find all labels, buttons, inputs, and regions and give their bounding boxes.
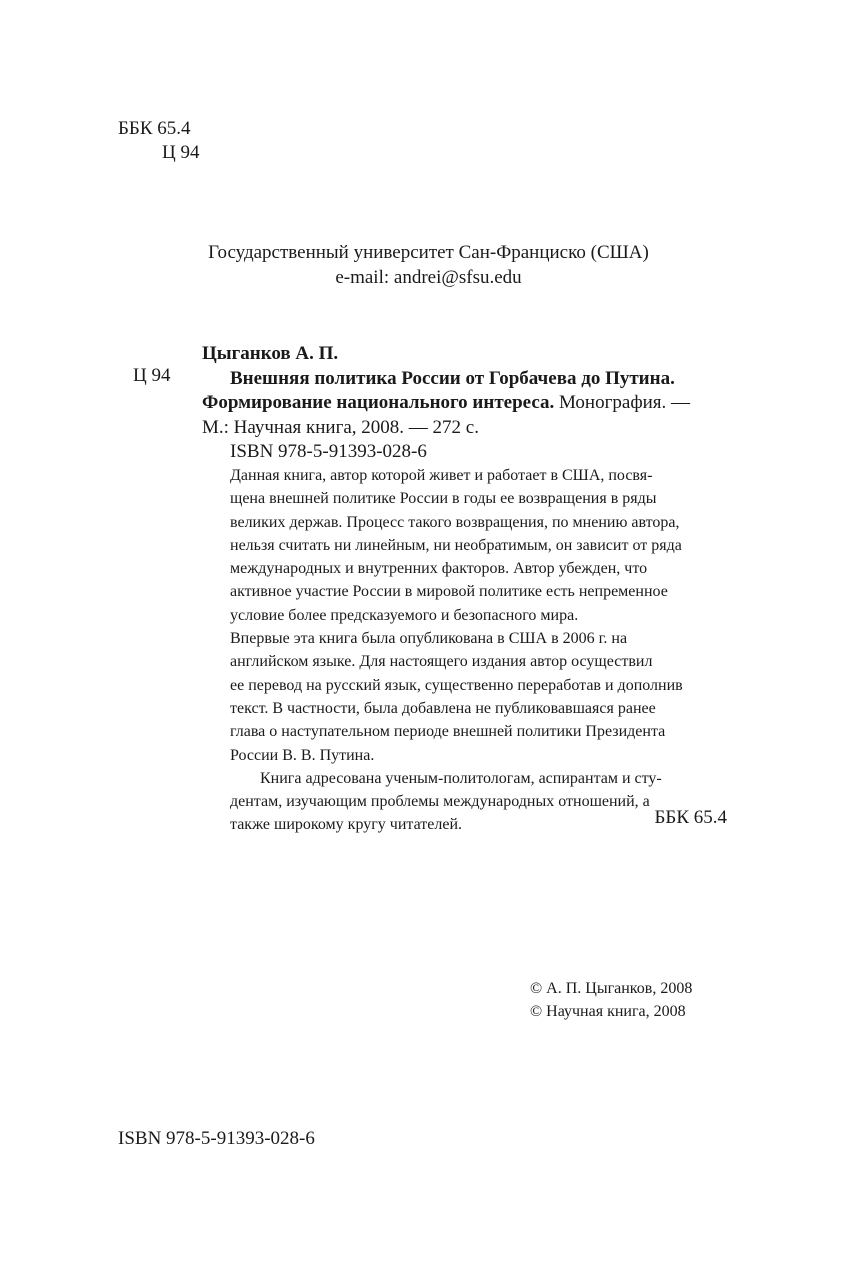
annotation-line: ее перевод на русский язык, существенно переработав и дополнив <box>230 676 683 694</box>
annotation-line: активное участие России в мировой политике есть непременное <box>230 583 668 601</box>
annotation-line: условие более предсказуемого и безопасного мира. <box>230 606 579 624</box>
annotation-line: Данная книга, автор которой живет и работает в США, посвя- <box>230 467 653 484</box>
bbk-code-top: ББК 65.4 <box>118 118 191 139</box>
author-name: Цыганков А. П. <box>202 343 339 364</box>
annotation-line: дентам, изучающим проблемы международных отношений, а <box>230 793 650 811</box>
book-genre: Монография. — <box>554 392 691 413</box>
isbn-record: ISBN 978-5-91393-028-6 <box>230 441 427 462</box>
bbk-code-bottom: ББК 65.4 <box>654 807 727 828</box>
annotation <box>230 464 730 837</box>
annotation-line: России В. В. Путина. <box>230 746 375 764</box>
author-sign-side: Ц 94 <box>133 365 171 386</box>
author-sign-top: Ц 94 <box>162 142 200 163</box>
affiliation-block <box>0 240 857 290</box>
annotation-line: международных и внутренних факторов. Автор убежден, что <box>230 560 648 578</box>
annotation-line: щена внешней политике России в годы ее возвращения в ряды <box>230 490 657 508</box>
annotation-line: нельзя считать ни линейным, ни необратимым, он зависит от ряда <box>230 536 682 554</box>
copyright-publisher: © Научная книга, 2008 <box>530 1003 686 1020</box>
bibliographic-record <box>202 342 742 465</box>
copyright-block <box>530 977 692 1023</box>
book-title-line2: Формирование национального интереса. <box>202 392 555 413</box>
email: e-mail: andrei@sfsu.edu <box>335 267 522 288</box>
annotation-line: великих держав. Процесс такого возвращения, по мнению автора, <box>230 513 680 531</box>
annotation-line: английском языке. Для настоящего издания автор осуществил <box>230 653 653 671</box>
annotation-line: текст. В частности, была добавлена не публиковавшаяся ранее <box>230 699 656 717</box>
publication-info: М.: Научная книга, 2008. — 272 с. <box>202 416 479 438</box>
annotation-line: Впервые эта книга была опубликована в США в 2006 г. на <box>230 630 628 648</box>
book-title-line1: Внешняя политика России от Горбачева до Путина. <box>230 367 675 389</box>
university-name: Государственный университет Сан-Франциско (США) <box>208 242 649 263</box>
annotation-line: Книга адресована ученым-политологам, аспирантам и сту- <box>260 769 662 787</box>
annotation-line: также широкому кругу читателей. <box>230 816 463 834</box>
isbn-bottom: ISBN 978-5-91393-028-6 <box>118 1128 315 1149</box>
copyright-author: © А. П. Цыганков, 2008 <box>530 980 693 997</box>
annotation-line: глава о наступательном периоде внешней политики Президента <box>230 723 666 741</box>
book-title-line2-row <box>202 391 742 416</box>
